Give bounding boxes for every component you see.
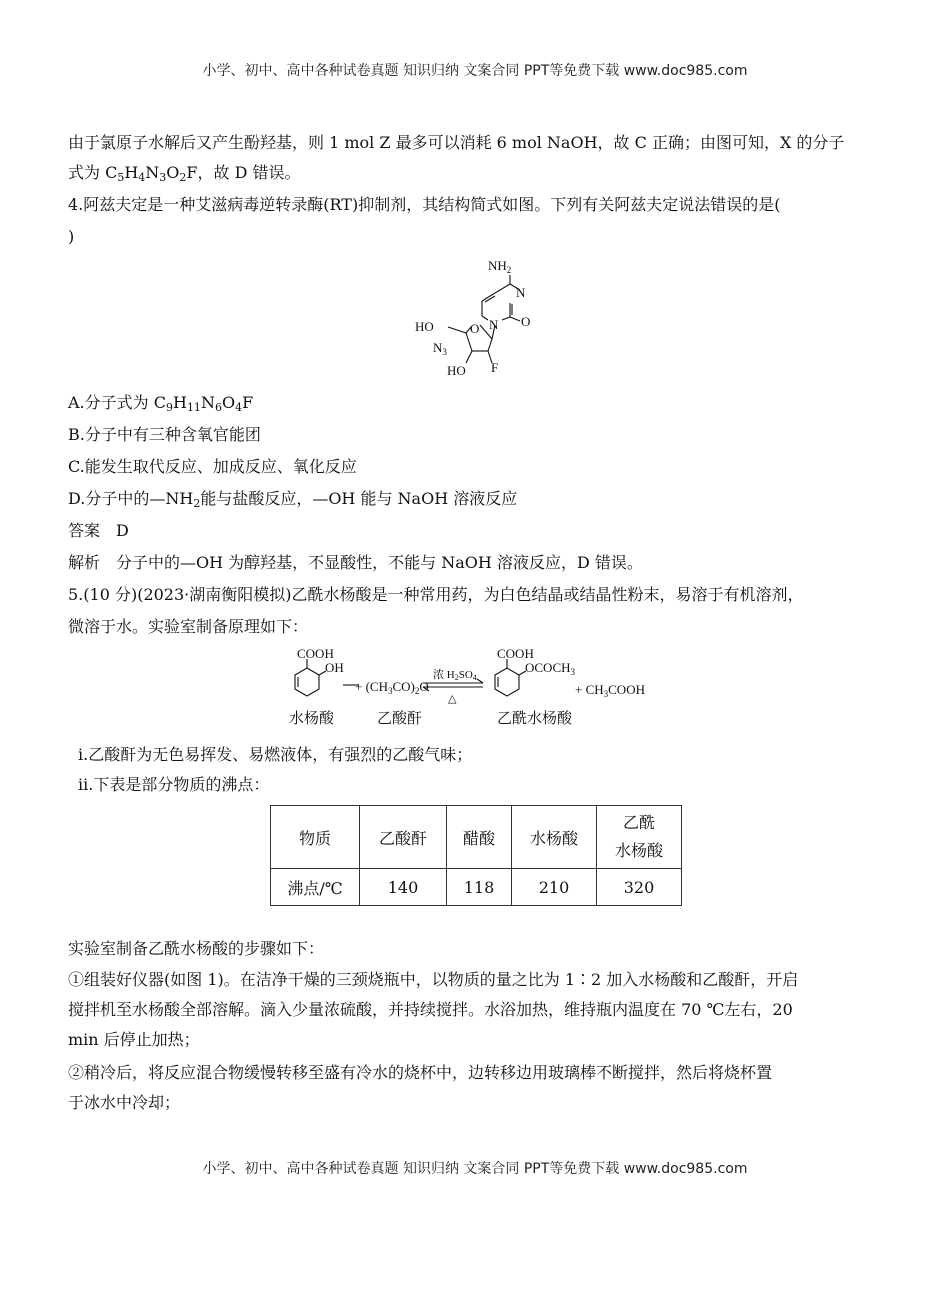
table-cell: 140 [360, 869, 447, 906]
q4-stem-end: ) [68, 227, 75, 246]
benzene-ring-2 [495, 668, 519, 696]
table-cell: 210 [512, 869, 597, 906]
table-header-cell: 乙酸酐 [360, 806, 447, 869]
q5-step1-line-3: min 后停止加热； [68, 1030, 200, 1049]
q5-note-2: ⅱ.下表是部分物质的沸点： [78, 775, 270, 794]
q4-option-a: A.分子式为 $C_9H_{11}N_6O_4F$ [68, 393, 254, 414]
table-header-cell: 乙酰 水杨酸 [597, 806, 682, 869]
q5-steps-intro: 实验室制备乙酰水杨酸的步骤如下： [68, 939, 325, 958]
benzene-ring-1 [295, 668, 319, 696]
page-header: 小学、初中、高中各种试卷真题 知识归纳 文案合同 PPT等免费下载 www.doc985.com [202, 63, 748, 79]
q4-analysis: 解析 分子中的—OH 为醇羟基，不显酸性，不能与 NaOH 溶液反应，D 错误。 [68, 553, 643, 572]
reaction-condition-top: 浓 H2SO4 [433, 669, 477, 682]
azvudine-structure [400, 255, 560, 385]
carryover-line-1: 由于氯原子水解后又产生酚羟基，则 1 mol Z 最多可以消耗 6 mol NaOH，故 C 正确；由图可知，X 的分子 [68, 133, 845, 152]
q5-step2-line-1: ②稍冷后，将反应混合物缓慢转移至盛有冷水的烧杯中，边转移边用玻璃棒不断搅拌，然后将烧杯置 [68, 1063, 773, 1082]
table-cell: 320 [597, 869, 682, 906]
page-footer: 小学、初中、高中各种试卷真题 知识归纳 文案合同 PPT等免费下载 www.doc985.com [202, 1161, 748, 1177]
q4-answer: 答案 D [68, 521, 129, 540]
reaction-scheme [285, 645, 665, 735]
boiling-point-table [270, 805, 682, 906]
table-row-label: 沸点/℃ [271, 869, 360, 906]
q4-stem: 4.阿兹夫定是一种艾滋病毒逆转录酶(RT)抑制剂，其结构简式如图。下列有关阿兹夫定说法错误的是( [68, 195, 781, 214]
n3-label: $N_3$ [433, 340, 447, 357]
label-acetic-anhydride: 乙酸酐 [377, 711, 423, 727]
acetic-acid-formula: + $CH_3COOH$ [575, 682, 645, 699]
q4-option-d: D.分子中的$—NH_2$能与盐酸反应，—OH 能与 NaOH 溶液反应 [68, 489, 518, 510]
f-label: F [491, 360, 499, 375]
keto-o-label: O [521, 314, 531, 329]
ococh3-label: $OCOCH_3$ [525, 660, 576, 677]
carryover-line-2: 式为 $C_5H_4N_3O_2F$，故 D 错误。 [68, 163, 301, 184]
nh2-label: $NH_2$ [488, 258, 512, 275]
table-header-cell: 醋酸 [447, 806, 512, 869]
acetic-anhydride-formula: + $(CH_3CO)_2O$ [355, 679, 429, 696]
label-salicylic-acid: 水杨酸 [289, 711, 335, 727]
table-row [271, 869, 682, 906]
ho-label-1: HO [415, 319, 434, 334]
table-header-cell: 水杨酸 [512, 806, 597, 869]
q5-note-1: ⅰ.乙酸酐为无色易挥发、易燃液体，有强烈的乙酸气味； [78, 745, 473, 764]
ring-o-label: O [470, 321, 480, 336]
reaction-condition-heat: △ [448, 693, 457, 705]
cooh-label-1: COOH [297, 646, 334, 661]
table-header-cell: 物质 [271, 806, 360, 869]
q5-stem-line-2: 微溶于水。实验室制备原理如下： [68, 617, 309, 636]
table-cell: 118 [447, 869, 512, 906]
q5-step1-line-2: 搅拌机至水杨酸全部溶解。滴入少量浓硫酸，并持续搅拌。水浴加热，维持瓶内温度在 70 ℃左右，20 [68, 1000, 793, 1019]
q4-option-c: C.能发生取代反应、加成反应、氧化反应 [68, 457, 357, 476]
q5-step1-line-1: ①组装好仪器(如图 1)。在洁净干燥的三颈烧瓶中，以物质的量之比为 1∶2 加入水杨酸和乙酸酐，开启 [68, 970, 799, 989]
ho-label-2: HO [447, 363, 466, 378]
q5-stem-line-1: 5.(10 分)(2023·湖南衡阳模拟)乙酰水杨酸是一种常用药，为白色结晶或结晶性粉末，易溶于有机溶剂， [68, 585, 804, 604]
cooh-label-2: COOH [497, 646, 534, 661]
oh-label: OH [325, 660, 344, 675]
table-header-row [271, 806, 682, 869]
label-aspirin: 乙酰水杨酸 [497, 711, 573, 727]
q4-option-b: B.分子中有三种含氧官能团 [68, 425, 261, 444]
q5-step2-line-2: 于冰水中冷却； [68, 1093, 181, 1112]
n-top-label: N [516, 285, 526, 300]
n-ring-label: N [489, 317, 499, 332]
